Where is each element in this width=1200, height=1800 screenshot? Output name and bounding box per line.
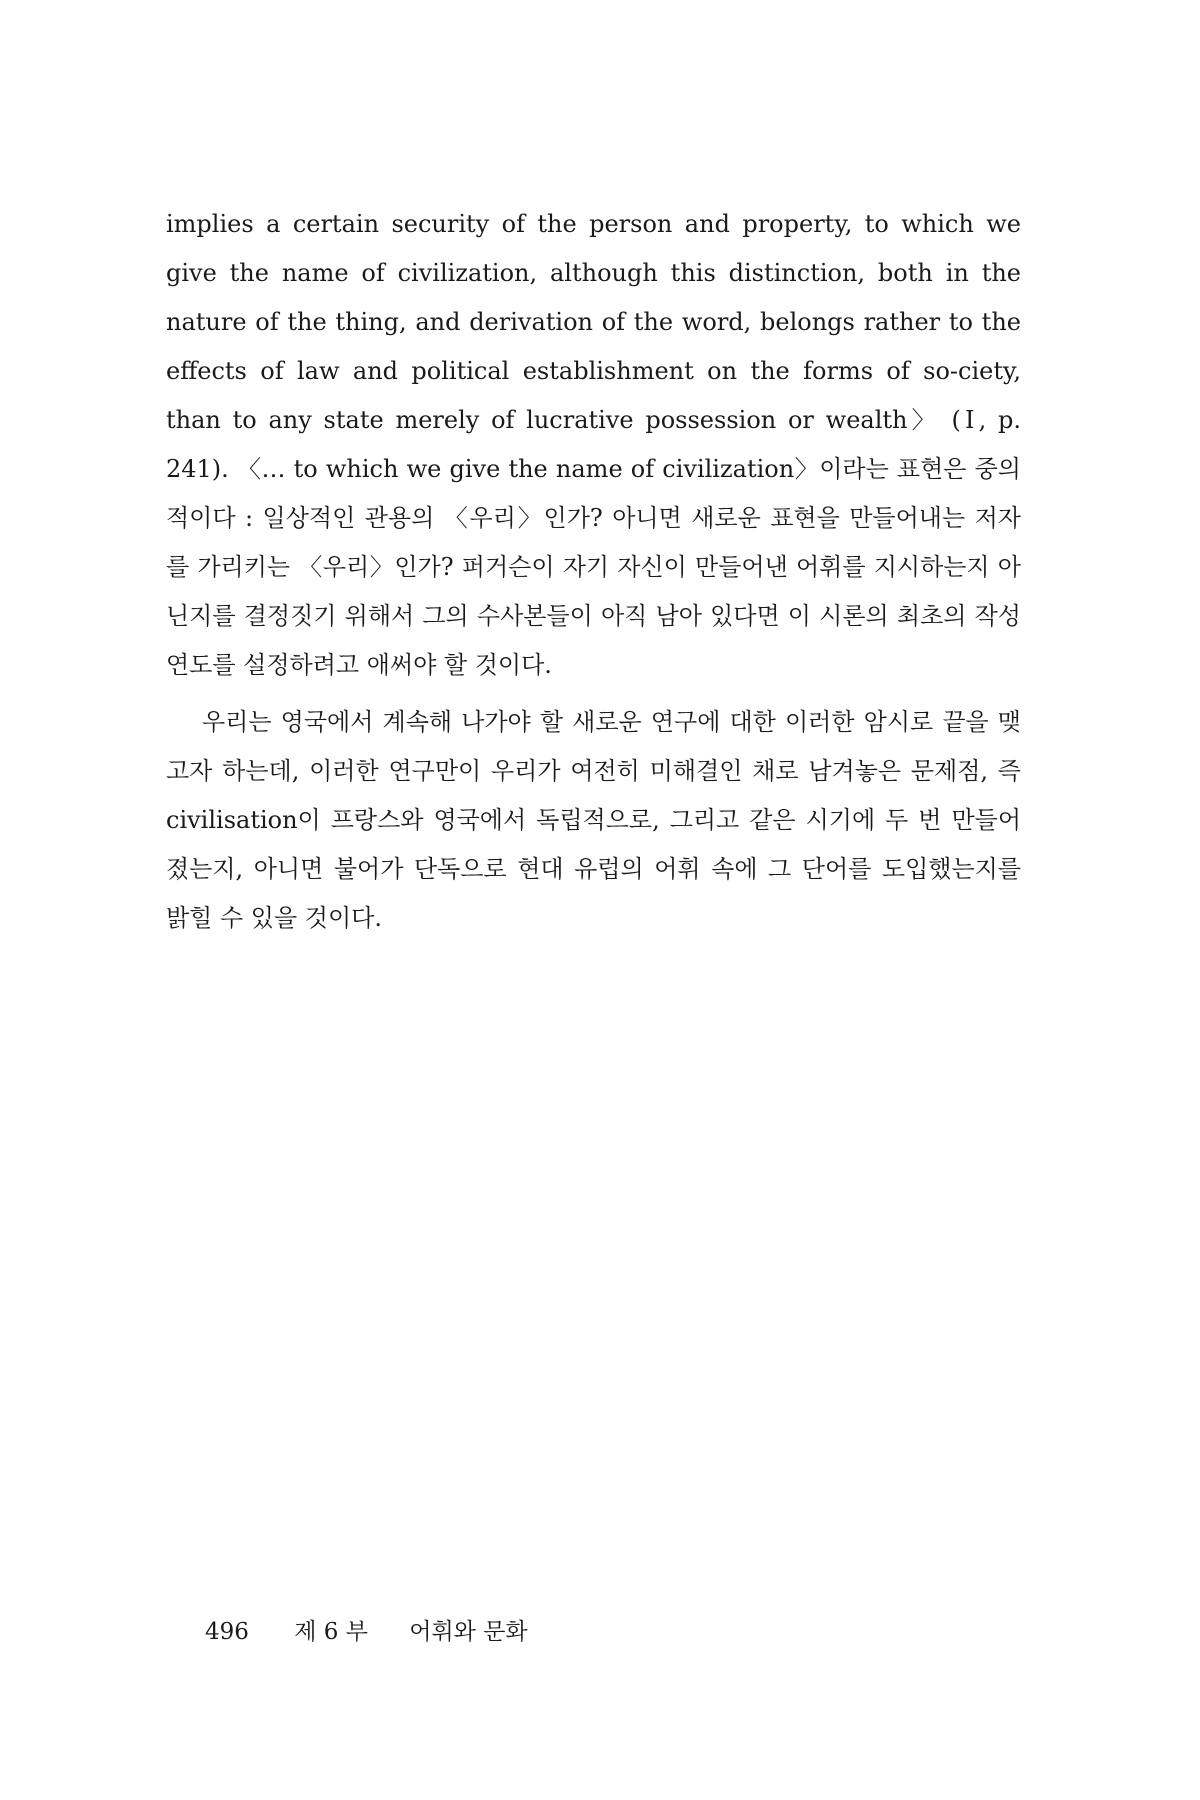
paragraph-quote-continuation: implies a certain security of the person and property, to which we give the name of civilization, although this distinction, both in the nature of the thing, and derivation of the word, belongs rather to the effects of law and political establishment on the forms of so-ciety, than to any state merely of lucrative possession or wealth〉 (Ⅰ, p. 241). 〈… to which we give the name of civilization〉이라는 표현은 중의적이다 : 일상적인 관용의 〈우리〉인가? 아니면 새로운 표현을 만들어내는 저자를 가리키는 〈우리〉인가? 퍼거슨이 자기 자신이 만들어낸 어휘를 지시하는지 아닌지를 결정짓기 위해서 그의 수사본들이 아직 남아 있다면 이 시론의 최초의 작성 연도를 설정하려고 애써야 할 것이다. [166,210,1021,679]
paragraph-conclusion: 우리는 영국에서 계속해 나가야 할 새로운 연구에 대한 이러한 암시로 끝을 맺고자 하는데, 이러한 연구만이 우리가 여전히 미해결인 채로 남겨놓은 문제점, 즉 civilisation이 프랑스와 영국에서 독립적으로, 그리고 같은 시기에 두 번 만들어졌는지, 아니면 불어가 단독으로 현대 유럽의 어휘 속에 그 단어를 도입했는지를 밝힐 수 있을 것이다. [166,708,1021,932]
page-number: 496 [205,1619,249,1645]
main-text [166,200,1021,943]
section-title: 어휘와 문화 [409,1619,528,1645]
part-label: 제 6 부 [294,1619,368,1645]
page-footer [205,1617,528,1647]
